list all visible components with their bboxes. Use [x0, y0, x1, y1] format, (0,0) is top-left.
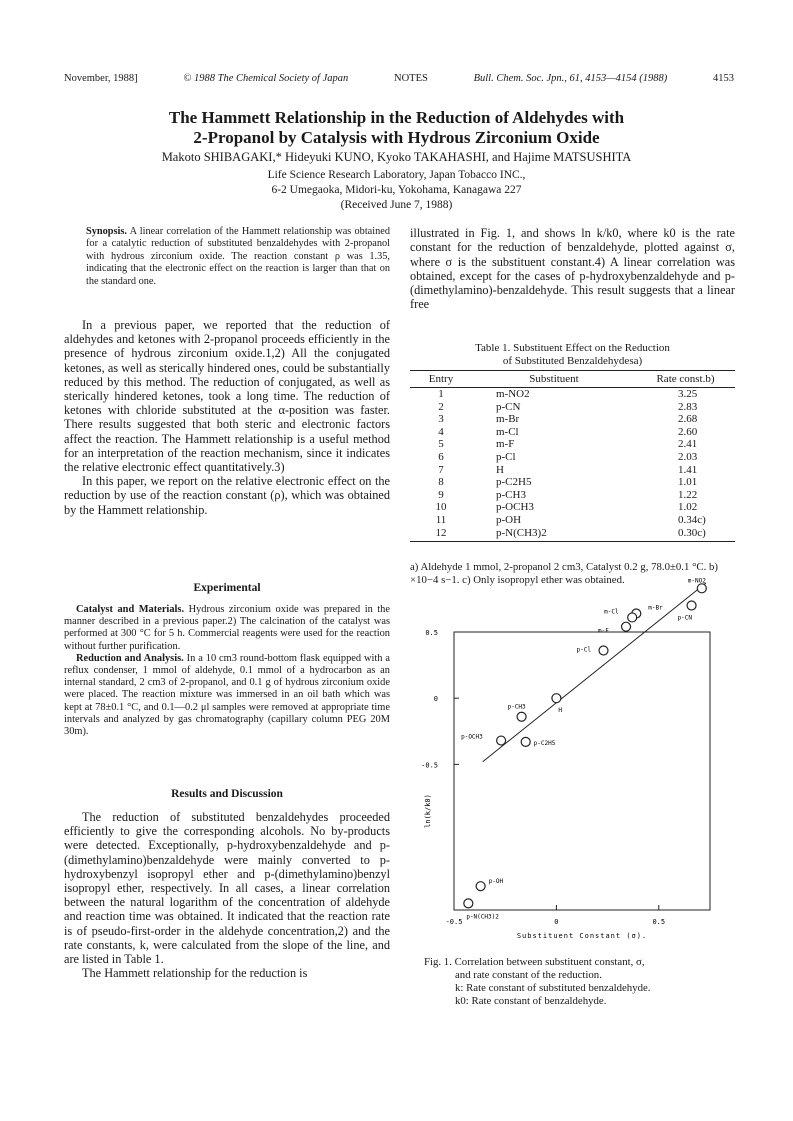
substituent-cell: p-C2H5	[496, 476, 532, 489]
point-label: m-NO2	[687, 577, 706, 585]
rate-const-cell: 3.25	[678, 388, 698, 400]
reduction-text: In a 10 cm3 round-bottom flask equipped with a reflux condenser, 1 mmol of aldehyde, 0.1 mmol of a hydrocarbon as an internal standard, 2 cm3 of 2-propanol, and 0.1 g of hydrous zirconium oxide were placed. The reaction mixture was immersed in an oil bath which was kept at 78±0.1 °C, and 0.1—0.2 μl samples were removed at appropriate time intervals and analyzed by gas chromatography (capillary column PEG 20M 30m).	[64, 652, 391, 738]
synopsis-text: A linear correlation of the Hammett relationship was obtained for a catalytic reduction of substituted benzaldehydes with 2-propanol with hydrous zirconium oxide. The reaction constant ρ was 1.35, indicating that the electronic effect on the reaction is larger than that on the standard one.	[86, 226, 390, 287]
rate-const-cell: 2.41	[678, 438, 698, 451]
rate-const-cell: 2.03	[678, 450, 698, 463]
rate-const-cell: 0.34c)	[678, 513, 706, 526]
substituent-cell: p-OCH3	[496, 501, 534, 514]
substituent-cell: m-F	[496, 438, 515, 451]
point-label: p-OH	[488, 878, 504, 886]
article-title	[60, 108, 733, 148]
table-caption	[410, 342, 735, 368]
results-paragraph-1: The reduction of substituted benzaldehydes proceeded efficiently to give the corresponding alcohols. No by-products were detected. Exceptionally, p-hydroxybenzaldehyde and p-(dimethylamino)benzaldehyde were mainly converted to p-hydroxybenzyl isopropyl ether and p-(dimethylamino)benzyl isopropyl ether, respectively. In all cases, a linear correlation between the natural logarithm of the concentration of aldehyde and reaction time was obtained. It indicated that the reaction rate is of pseudo-first-order in the aldehyde concentration,2) and the rate constants, k, were calculated from the slope of the line, and are listed in Table 1.	[64, 810, 390, 967]
experimental-section	[64, 604, 390, 738]
substituent-table	[410, 370, 735, 542]
table-row	[410, 464, 735, 477]
table-caption-line-2: of Substituted Benzaldehydesa)	[502, 355, 643, 367]
data-point	[517, 712, 526, 721]
point-label: H	[558, 707, 563, 715]
substituent-cell: H	[496, 463, 504, 476]
table-header-row	[410, 371, 735, 388]
substituent-cell: p-CN	[496, 400, 521, 413]
point-label: m-Br	[648, 604, 663, 612]
right-paragraph: illustrated in Fig. 1, and shows ln k/k0, where k0 is the rate constant for the reduction of benzaldehyde, plotted against σ, where σ is the substituent constant.4) A linear correlation was obtained, except for the cases of p-hydroxybenzaldehyde and p-(dimethylamino)-benzaldehyde. This result suggests that a linear free	[410, 226, 735, 312]
entry-cell: 8	[438, 476, 444, 489]
rate-const-cell: 2.83	[678, 400, 698, 413]
catalyst-label: Catalyst and Materials.	[76, 604, 185, 615]
entry-cell: 10	[435, 501, 447, 514]
plot-frame	[454, 632, 710, 910]
entry-cell: 7	[438, 463, 444, 476]
synopsis-label: Synopsis.	[86, 226, 127, 237]
point-label: m-Cl	[604, 608, 619, 616]
figure-caption	[424, 956, 734, 1008]
header-section: NOTES	[394, 73, 428, 84]
figure-caption-line-2: and rate constant of the reduction.	[455, 969, 602, 981]
entry-cell: 11	[435, 513, 447, 526]
data-point	[628, 613, 637, 622]
received-date: (Received June 7, 1988)	[340, 199, 453, 211]
table-row	[410, 401, 735, 414]
point-label: m-F	[598, 627, 609, 635]
x-tick-label: 0.5	[652, 918, 666, 926]
table-row	[410, 388, 735, 401]
table-caption-line-1: Table 1. Substituent Effect on the Reduction	[475, 342, 670, 354]
right-column-text	[410, 226, 735, 312]
intro-paragraph-1: In a previous paper, we reported that the reduction of aldehydes and ketones with 2-propanol proceeds efficiently in the presence of hydrous zirconium oxide.1,2) All the conjugated ketones, as well as sterically hindered ones, could be substantially reduced by this method. The reduction of conjugated, as well as sterically hindered ketones, took a long time. The reduction of ketones with chloride substituted at the α-position was faster. There results suggested that both steric and electronic factors affect the reaction. The Hammett relationship is a useful method for an interpretation of the reaction mechanism, since it indicates the relative electronic effect quantitatively.3)	[64, 318, 390, 475]
data-point	[476, 882, 485, 891]
table-row	[410, 527, 735, 542]
figure-caption-line-3: k: Rate constant of substituted benzaldehyde.	[455, 982, 651, 994]
data-point	[552, 694, 561, 703]
title-line-1: The Hammett Relationship in the Reduction of Aldehydes with	[168, 108, 625, 127]
affiliation-line-1: Life Science Research Laboratory, Japan Tobacco INC.,	[267, 169, 526, 181]
table-row	[410, 514, 735, 527]
point-label: p-C2H5	[533, 739, 556, 747]
header-page-number: 4153	[712, 73, 734, 84]
data-point	[521, 737, 530, 746]
column-header-substituent: Substituent	[472, 371, 636, 388]
introduction	[64, 318, 390, 517]
rate-const-cell: 2.68	[678, 413, 698, 426]
results-heading: Results and Discussion	[171, 788, 283, 800]
synopsis	[86, 226, 390, 288]
table-row	[410, 501, 735, 514]
rate-const-cell: 0.30c)	[636, 527, 735, 542]
entry-cell: 5	[438, 438, 444, 451]
reduction-label: Reduction and Analysis.	[76, 652, 184, 664]
hammett-plot	[410, 577, 730, 950]
entry-cell: 2	[438, 400, 444, 413]
rate-const-cell: 1.02	[678, 501, 698, 514]
data-point	[497, 736, 506, 745]
data-point	[697, 584, 706, 593]
entry-cell: 4	[438, 425, 444, 438]
rate-const-cell: 2.60	[678, 425, 698, 438]
point-label: p-OCH3	[461, 733, 483, 741]
entry-cell: 9	[438, 488, 444, 501]
header-copyright: © 1988 The Chemical Society of Japan	[183, 73, 349, 84]
entry-cell: 6	[438, 450, 444, 463]
point-label: p-N(CH3)2	[466, 913, 499, 921]
header-citation: Bull. Chem. Soc. Jpn., 61, 4153—4154 (1988)	[473, 73, 668, 84]
column-header-entry: Entry	[410, 371, 472, 388]
x-tick-label: 0	[554, 918, 559, 926]
intro-paragraph-2: In this paper, we report on the relative electronic effect on the reduction by use of the reaction constant (ρ), which was obtained by the Hammett relationship.	[64, 474, 390, 517]
data-point	[622, 622, 631, 631]
rate-const-cell: 1.22	[678, 488, 698, 501]
results-section	[64, 810, 390, 980]
y-axis-label: ln(k/k0)	[424, 794, 432, 828]
table-row	[410, 426, 735, 439]
catalyst-text: Hydrous zirconium oxide was prepared in the manner described in a previous paper.2) The calcination of the catalyst was performed at 300 °C for 5 h. Commercial reagents were used for the reaction without further purification.	[64, 604, 390, 652]
table-row	[410, 476, 735, 489]
substituent-cell: p-CH3	[496, 488, 526, 501]
y-tick-label: -0.5	[421, 761, 438, 770]
header-date: November, 1988]	[64, 73, 138, 84]
substituent-cell: m-Br	[496, 413, 520, 426]
results-paragraph-2: The Hammett relationship for the reduction is	[82, 966, 308, 981]
title-line-2: 2-Propanol by Catalysis with Hydrous Zirconium Oxide	[193, 128, 600, 147]
x-tick-label: -0.5	[445, 918, 463, 926]
running-header	[64, 73, 734, 84]
data-point	[599, 646, 608, 655]
table-footnote: a) Aldehyde 1 mmol, 2-propanol 2 cm3, Catalyst 0.2 g, 78.0±0.1 °C. b) ×10−4 s−1. c) Only isopropyl ether was obtained.	[410, 561, 719, 586]
entry-cell: 3	[438, 413, 444, 426]
substituent-cell: p-N(CH3)2	[472, 527, 636, 542]
figure-caption-line-4: k0: Rate constant of benzaldehyde.	[455, 995, 607, 1007]
substituent-cell: p-OH	[496, 513, 522, 526]
point-label: p-CN	[677, 614, 693, 622]
x-axis-label: Substituent Constant (σ).	[516, 932, 648, 940]
entry-cell: 1	[438, 388, 444, 400]
data-point	[464, 899, 473, 908]
table-row	[410, 438, 735, 451]
affiliation-line-2: 6-2 Umegaoka, Midori-ku, Yokohama, Kanagawa 227	[271, 184, 522, 196]
point-label: p-Cl	[576, 646, 591, 654]
table-row	[410, 489, 735, 502]
rate-const-cell: 1.41	[678, 463, 698, 476]
rate-const-cell: 1.01	[678, 476, 698, 489]
experimental-heading: Experimental	[193, 582, 261, 594]
authors: Makoto SHIBAGAKI,* Hideyuki KUNO, Kyoko TAKAHASHI, and Hajime MATSUSHITA	[161, 150, 632, 164]
point-label: p-CH3	[507, 703, 526, 711]
substituent-cell: m-Cl	[496, 425, 519, 438]
substituent-cell: m-NO2	[496, 388, 530, 400]
y-tick-label: 0	[433, 695, 438, 704]
data-point	[687, 601, 696, 610]
table-row	[410, 451, 735, 464]
y-tick-label: 0.5	[425, 629, 438, 637]
fit-line	[483, 583, 706, 762]
substituent-cell: p-Cl	[496, 450, 516, 463]
column-header-rate-const: Rate const.b)	[636, 371, 735, 388]
figure-caption-line-1: Fig. 1. Correlation between substituent constant, σ,	[424, 956, 645, 968]
table-row	[410, 413, 735, 426]
entry-cell: 12	[410, 527, 472, 542]
